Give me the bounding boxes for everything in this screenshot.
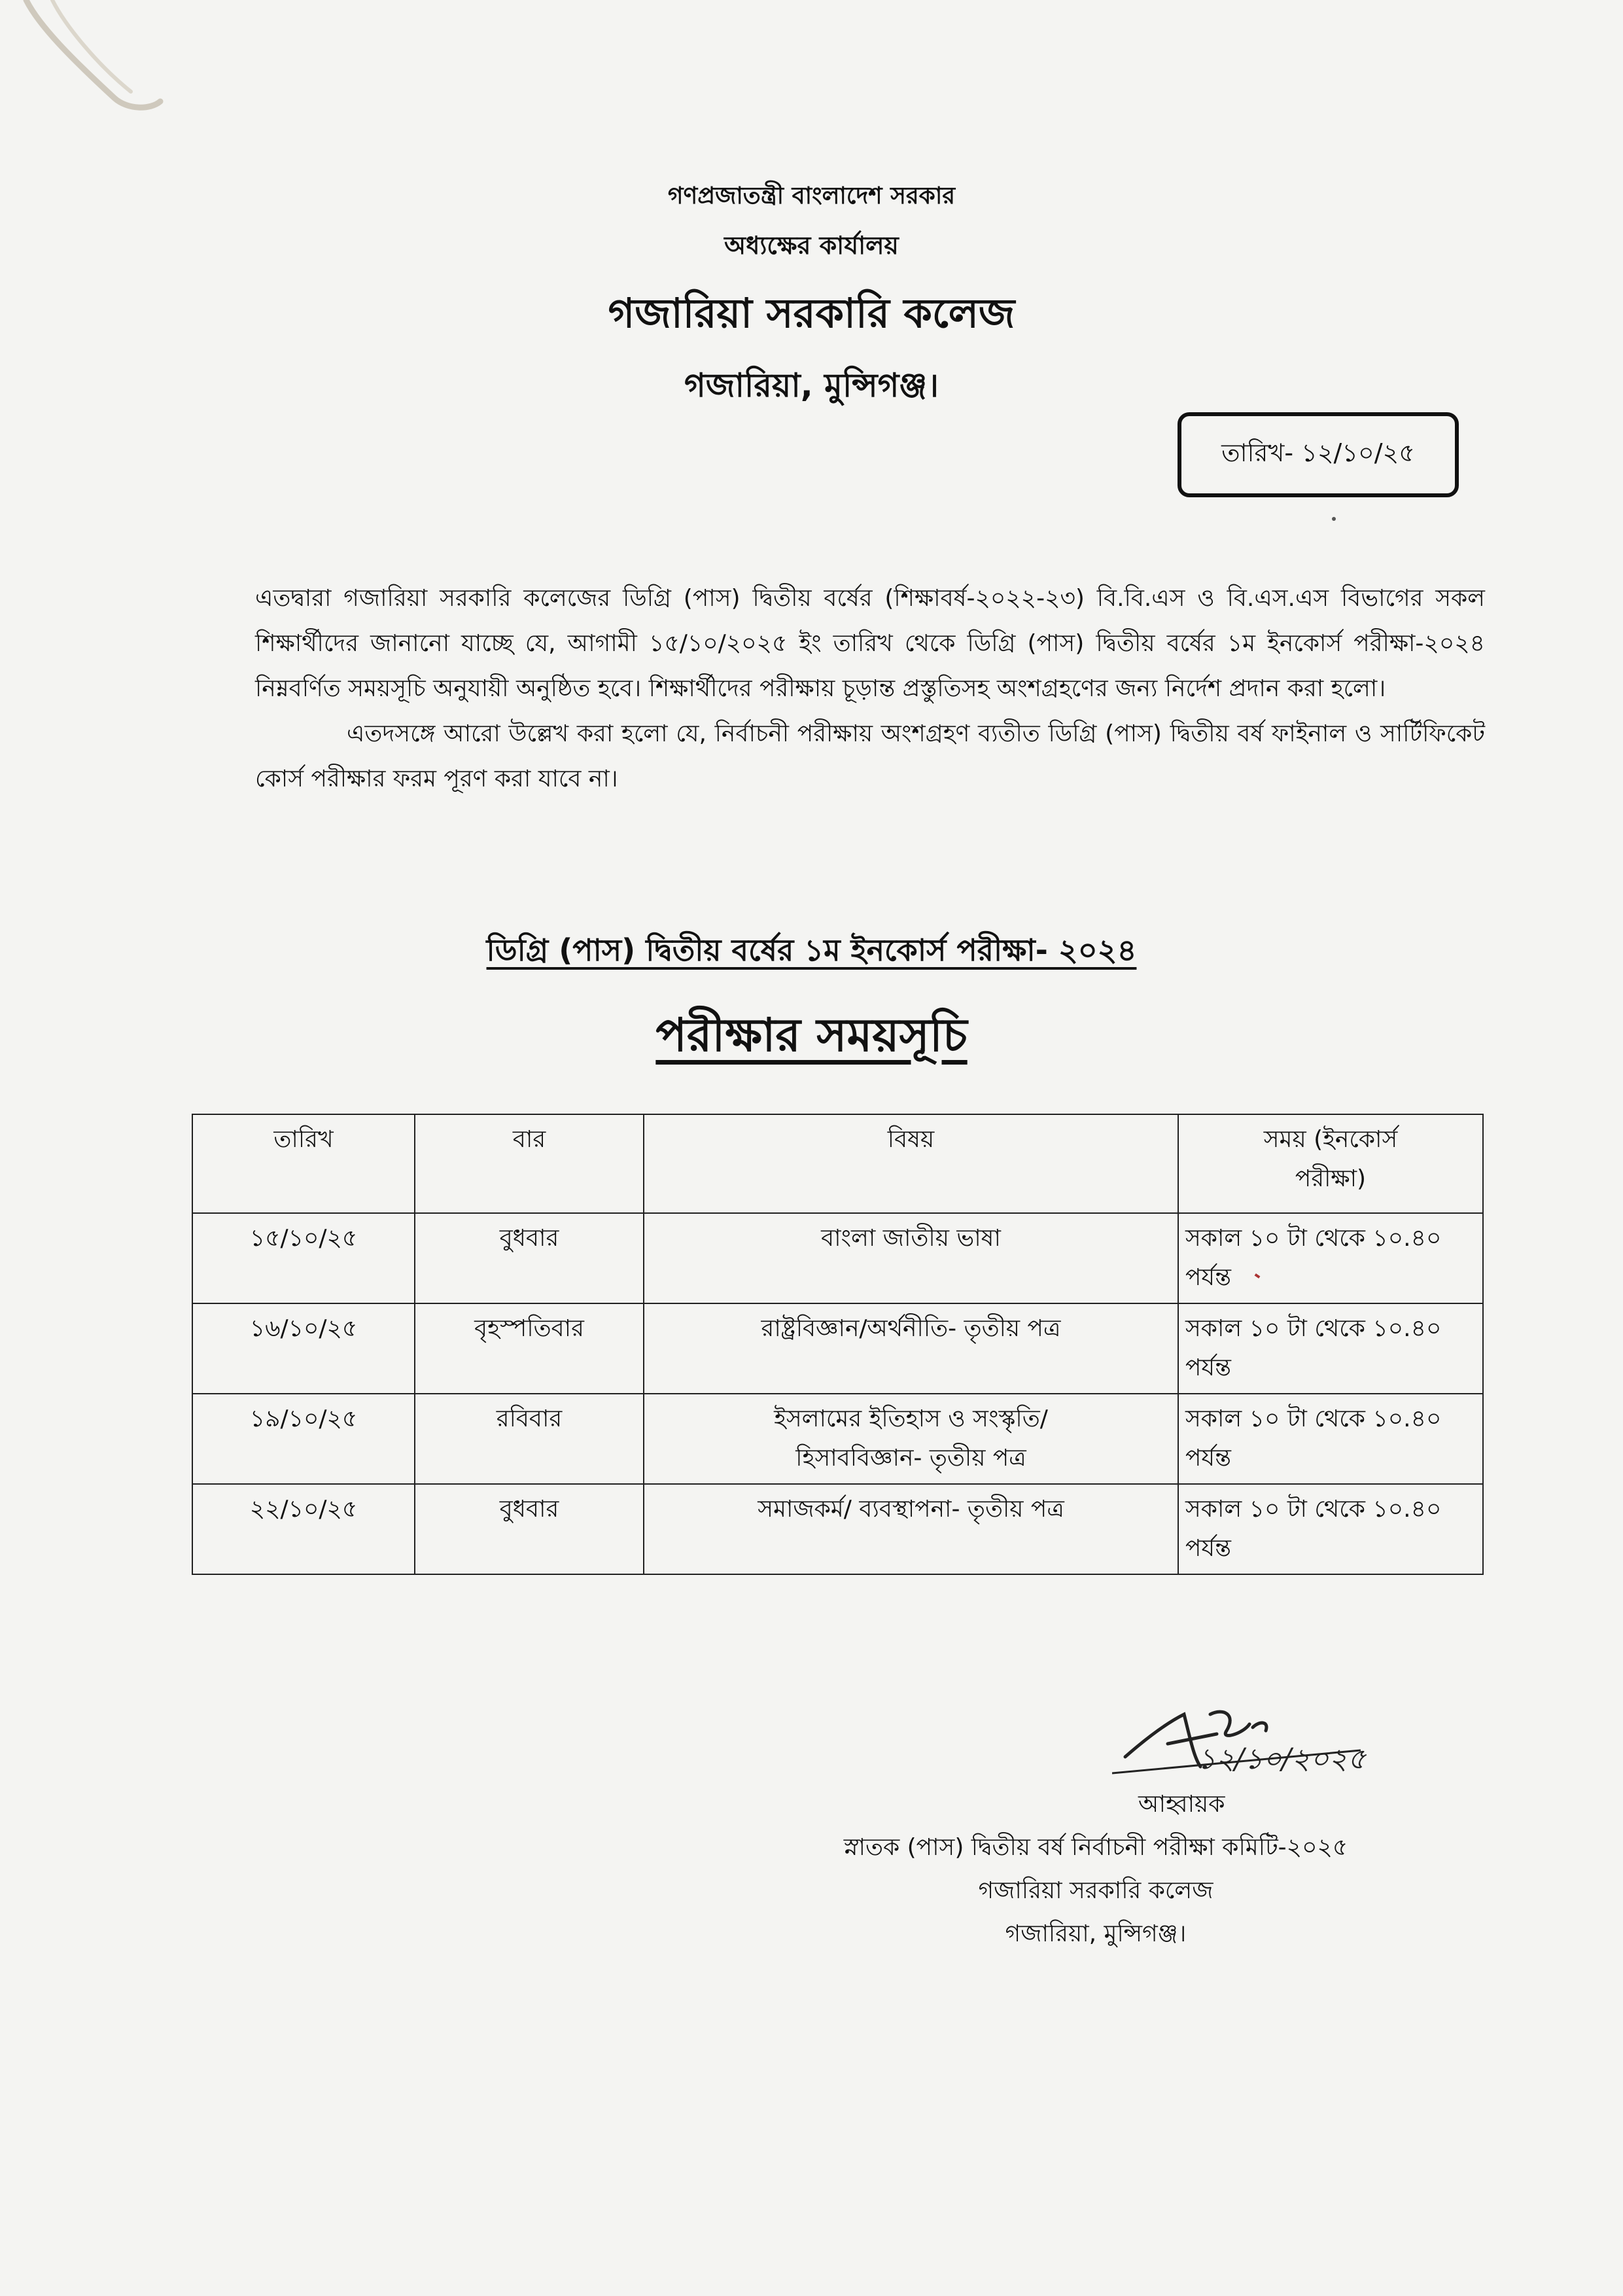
notice-body bbox=[255, 576, 1485, 802]
college-name: গজারিয়া সরকারি কলেজ bbox=[608, 289, 1015, 337]
govt-name: গণপ্রজাতন্ত্রী বাংলাদেশ সরকার bbox=[667, 183, 956, 209]
footer-college: গজারিয়া সরকারি কলেজ bbox=[978, 1877, 1213, 1904]
schedule-title: পরীক্ষার সময়সূচি bbox=[655, 1008, 968, 1062]
row-day: বুধবার bbox=[415, 1213, 644, 1303]
table-row bbox=[192, 1484, 1483, 1574]
header-date: তারিখ bbox=[192, 1114, 415, 1213]
row-day: রবিবার bbox=[415, 1394, 644, 1484]
row-date: ১৬/১০/২৫ bbox=[192, 1303, 415, 1394]
header-subject: বিষয় bbox=[644, 1114, 1178, 1213]
row-date: ১৫/১০/২৫ bbox=[192, 1213, 415, 1303]
row-time bbox=[1178, 1394, 1483, 1484]
row-subject-line1: ইসলামের ইতিহাস ও সংস্কৃতি/ bbox=[774, 1405, 1048, 1432]
row-subject-line1: সমাজকর্ম/ ব্যবস্থাপনা- তৃতীয় পত্র bbox=[758, 1496, 1064, 1523]
row-day: বৃহস্পতিবার bbox=[415, 1303, 644, 1394]
notice-paragraph-2: এতদসঙ্গে আরো উল্লেখ করা হলো যে, নির্বাচনী পরীক্ষায় অংশগ্রহণ ব্যতীত ডিগ্রি (পাস) দ্বিতীয় বর্ষ ফাইনাল ও সার্টিফিকেট কোর্স পরীক্ষার ফরম পূরণ করা যাবে না। bbox=[255, 720, 1485, 792]
row-subject bbox=[644, 1484, 1178, 1574]
row-time-line1: সকাল ১০ টা থেকে ১০.৪০ bbox=[1185, 1315, 1442, 1342]
row-subject bbox=[644, 1213, 1178, 1303]
notice-date: তারিখ- ১২/১০/২৫ bbox=[1221, 438, 1415, 467]
row-time-line2: পর্যন্ত bbox=[1185, 1535, 1231, 1562]
row-date: ২২/১০/২৫ bbox=[192, 1484, 415, 1574]
table-header-row bbox=[192, 1114, 1483, 1213]
header-time-line2: পরীক্ষা) bbox=[1295, 1165, 1367, 1192]
footer-committee: স্নাতক (পাস) দ্বিতীয় বর্ষ নির্বাচনী পরীক্ষা কমিটি-২০২৫ bbox=[843, 1834, 1348, 1861]
header-time bbox=[1178, 1114, 1483, 1213]
row-time bbox=[1178, 1213, 1483, 1303]
signature-date: ১২/১০/২০২৫ bbox=[1197, 1742, 1367, 1776]
hanging-string-decoration bbox=[0, 0, 196, 131]
footer-location: গজারিয়া, মুন্সিগঞ্জ। bbox=[1005, 1920, 1187, 1947]
row-subject-line1: বাংলা জাতীয় ভাষা bbox=[821, 1225, 1001, 1252]
college-location: গজারিয়া, মুন্সিগঞ্জ। bbox=[684, 366, 939, 404]
notice-date-box bbox=[1178, 412, 1459, 497]
table-row bbox=[192, 1213, 1483, 1303]
row-subject bbox=[644, 1394, 1178, 1484]
footer-block bbox=[720, 1783, 1472, 1956]
exam-title: ডিগ্রি (পাস) দ্বিতীয় বর্ষের ১ম ইনকোর্স পরীক্ষা- ২০২৪ bbox=[486, 932, 1137, 968]
row-subject-line2: হিসাববিজ্ঞান- তৃতীয় পত্র bbox=[795, 1445, 1026, 1472]
row-time-line2: পর্যন্ত bbox=[1185, 1354, 1231, 1381]
row-date: ১৯/১০/২৫ bbox=[192, 1394, 415, 1484]
table-row bbox=[192, 1394, 1483, 1484]
row-time bbox=[1178, 1303, 1483, 1394]
footer-role: আহ্বায়ক bbox=[1138, 1791, 1225, 1818]
header-time-line1: সময় (ইনকোর্স bbox=[1263, 1126, 1398, 1153]
row-time-line2: পর্যন্ত bbox=[1185, 1264, 1231, 1291]
notice-paragraph-1: এতদ্বারা গজারিয়া সরকারি কলেজের ডিগ্রি (পাস) দ্বিতীয় বর্ষের (শিক্ষাবর্ষ-২০২২-২৩) বি.বি.এস ও বি.এস.এস বিভাগের সকল শিক্ষার্থীদের জানানো যাচ্ছে যে, আগামী ১৫/১০/২০২৫ ইং তারিখ থেকে ডিগ্রি (পাস) দ্বিতীয় বর্ষের ১ম ইনকোর্স পরীক্ষা-২০২৪ নিম্নবর্ণিত সময়সূচি অনুযায়ী অনুষ্ঠিত হবে। শিক্ষার্থীদের পরীক্ষায় চূড়ান্ত প্রস্তুতিসহ অংশগ্রহণের জন্য নির্দেশ প্রদান করা হলো। bbox=[255, 585, 1485, 702]
row-time-line1: সকাল ১০ টা থেকে ১০.৪০ bbox=[1185, 1225, 1442, 1252]
row-time-line1: সকাল ১০ টা থেকে ১০.৪০ bbox=[1185, 1496, 1442, 1523]
speck bbox=[1332, 517, 1336, 521]
row-time-line1: সকাল ১০ টা থেকে ১০.৪০ bbox=[1185, 1405, 1442, 1432]
row-time bbox=[1178, 1484, 1483, 1574]
header-day: বার bbox=[415, 1114, 644, 1213]
row-subject-line1: রাষ্ট্রবিজ্ঞান/অর্থনীতি- তৃতীয় পত্র bbox=[761, 1315, 1061, 1342]
row-day: বুধবার bbox=[415, 1484, 644, 1574]
table-row bbox=[192, 1303, 1483, 1394]
schedule-table bbox=[192, 1114, 1484, 1575]
office-name: অধ্যক্ষের কার্যালয় bbox=[724, 231, 899, 260]
row-time-line2: পর্যন্ত bbox=[1185, 1445, 1231, 1472]
row-subject bbox=[644, 1303, 1178, 1394]
